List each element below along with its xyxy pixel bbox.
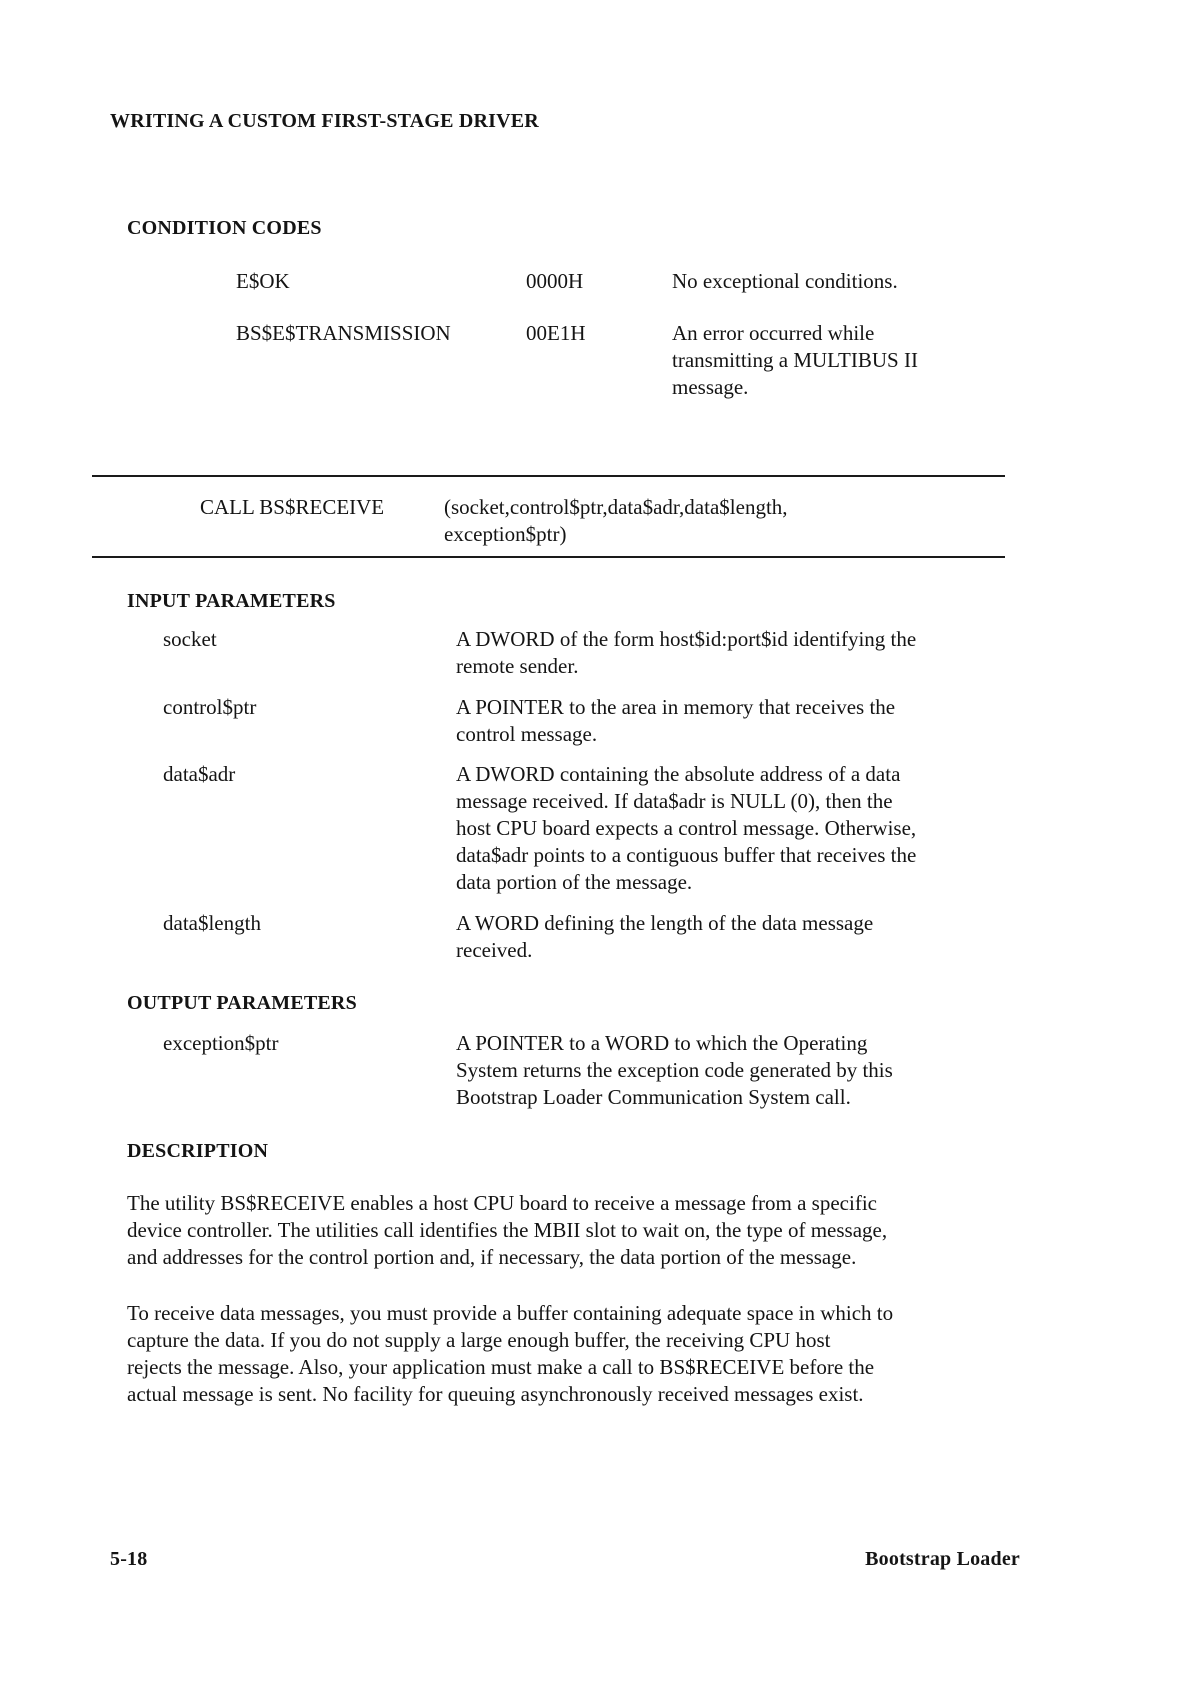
param-name-exception-ptr: exception$ptr <box>163 1031 279 1055</box>
cc-desc-eok: No exceptional conditions. <box>672 269 898 293</box>
param-desc-data-adr <box>456 761 916 896</box>
cc-code-transmission: 00E1H <box>526 321 586 345</box>
text-line: capture the data. If you do not supply a large enough buffer, the receiving CPU host <box>127 1328 831 1352</box>
running-header: WRITING A CUSTOM FIRST-STAGE DRIVER <box>110 110 539 132</box>
param-desc-data-length <box>456 910 873 964</box>
text-line: transmitting a MULTIBUS II <box>672 348 918 372</box>
text-line: A DWORD containing the absolute address of a data <box>456 762 901 786</box>
text-line: A POINTER to a WORD to which the Operating <box>456 1031 868 1055</box>
param-name-data-adr: data$adr <box>163 762 236 786</box>
text-line: message received. If data$adr is NULL (0), then the <box>456 789 893 813</box>
text-line: rejects the message. Also, your application must make a call to BS$RECEIVE before the <box>127 1355 875 1379</box>
text-line: A WORD defining the length of the data message <box>456 911 874 935</box>
text-line: exception$ptr) <box>444 522 567 546</box>
text-line: To receive data messages, you must provide a buffer containing adequate space in which to <box>127 1301 894 1325</box>
description-paragraph-2 <box>127 1300 893 1408</box>
param-desc-socket <box>456 626 916 680</box>
param-name-socket: socket <box>163 627 217 651</box>
call-args <box>444 494 788 548</box>
text-line: The utility BS$RECEIVE enables a host CPU board to receive a message from a specific <box>127 1191 877 1215</box>
text-line: Bootstrap Loader Communication System call. <box>456 1085 851 1109</box>
description-paragraph-1 <box>127 1190 887 1271</box>
cc-desc-transmission <box>672 320 918 401</box>
input-parameters-heading: INPUT PARAMETERS <box>127 590 336 612</box>
call-top-rule <box>92 475 1005 477</box>
condition-codes-heading: CONDITION CODES <box>127 217 322 239</box>
text-line: remote sender. <box>456 654 579 678</box>
text-line: device controller. The utilities call identifies the MBII slot to wait on, the type of message, <box>127 1218 888 1242</box>
text-line: and addresses for the control portion and, if necessary, the data portion of the message. <box>127 1245 857 1269</box>
footer-page-number: 5-18 <box>110 1548 148 1570</box>
param-desc-exception-ptr <box>456 1030 893 1111</box>
text-line: A DWORD of the form host$id:port$id identifying the <box>456 627 917 651</box>
text-line: An error occurred while <box>672 321 875 345</box>
cc-code-eok: 0000H <box>526 269 584 293</box>
param-name-control-ptr: control$ptr <box>163 695 257 719</box>
text-line: received. <box>456 938 533 962</box>
param-name-data-length: data$length <box>163 911 261 935</box>
output-parameters-heading: OUTPUT PARAMETERS <box>127 992 357 1014</box>
cc-name-transmission: BS$E$TRANSMISSION <box>236 321 451 345</box>
param-desc-control-ptr <box>456 694 895 748</box>
text-line: data$adr points to a contiguous buffer that receives the <box>456 843 917 867</box>
footer-section-title: Bootstrap Loader <box>865 1548 1020 1570</box>
text-line: actual message is sent. No facility for queuing asynchronously received messages exist. <box>127 1382 864 1406</box>
call-name: CALL BS$RECEIVE <box>200 495 385 519</box>
text-line: (socket,control$ptr,data$adr,data$length, <box>444 495 788 519</box>
cc-name-eok: E$OK <box>236 269 290 293</box>
text-line: System returns the exception code generated by this <box>456 1058 893 1082</box>
text-line: host CPU board expects a control message. Otherwise, <box>456 816 917 840</box>
text-line: data portion of the message. <box>456 870 693 894</box>
text-line: control message. <box>456 722 598 746</box>
call-bottom-rule <box>92 556 1005 558</box>
text-line: message. <box>672 375 749 399</box>
text-line: A POINTER to the area in memory that receives the <box>456 695 896 719</box>
description-heading: DESCRIPTION <box>127 1140 269 1162</box>
